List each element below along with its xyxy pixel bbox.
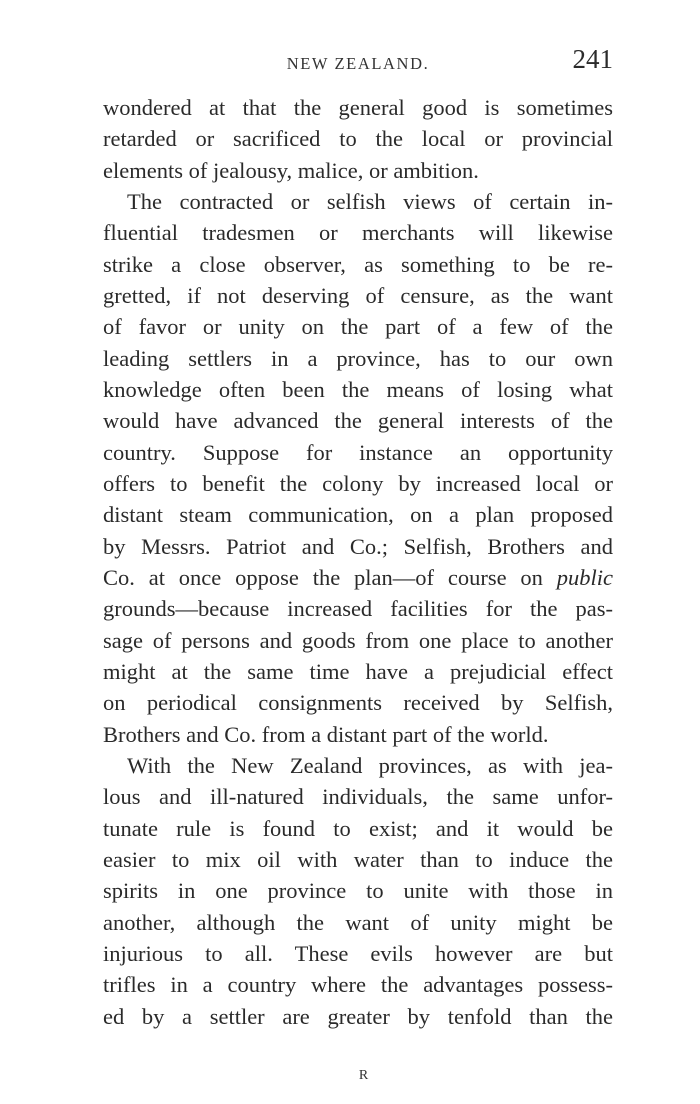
text-span: Co. at once oppose the plan—of course on xyxy=(103,564,557,590)
text-line: tunate rule is found to exist; and it would be xyxy=(103,815,613,841)
text-line: gretted, if not deserving of censure, as the want xyxy=(103,282,613,308)
text-line: another, although the want of unity might be xyxy=(103,909,613,935)
running-head-title: NEW ZEALAND. xyxy=(286,54,430,73)
text-line: country. Suppose for instance an opportunity xyxy=(103,439,613,465)
text-line: spirits in one province to unite with those in xyxy=(103,878,613,904)
text-line: Brothers and Co. from a distant part of the world. xyxy=(103,721,549,747)
body-text xyxy=(103,92,613,1032)
text-line: would have advanced the general interests of the xyxy=(103,408,613,434)
text-line: With the New Zealand provinces, as with jea- xyxy=(127,752,613,778)
text-line: knowledge often been the means of losing what xyxy=(103,376,613,402)
text-line xyxy=(103,562,613,593)
text-line: strike a close observer, as something to be re- xyxy=(103,251,613,277)
text-line: distant steam communication, on a plan proposed xyxy=(103,502,613,528)
text-line: on periodical consignments received by Selfish, xyxy=(103,690,613,716)
text-line: offers to benefit the colony by increased local or xyxy=(103,470,613,496)
text-line: trifles in a country where the advantages possess- xyxy=(103,972,613,998)
text-line: sage of persons and goods from one place to another xyxy=(103,627,613,653)
text-line: lous and ill-natured individuals, the same unfor- xyxy=(103,784,613,810)
text-line: of favor or unity on the part of a few of the xyxy=(103,314,613,340)
signature-mark: R xyxy=(358,1068,370,1083)
text-line: leading settlers in a province, has to our own xyxy=(103,345,613,371)
text-line: retarded or sacrificed to the local or provincial xyxy=(103,126,613,152)
text-line: by Messrs. Patriot and Co.; Selfish, Brothers and xyxy=(103,533,613,559)
text-line: injurious to all. These evils however are but xyxy=(103,940,613,966)
text-line: fluential tradesmen or merchants will likewise xyxy=(103,220,613,246)
text-line: wondered at that the general good is sometimes xyxy=(103,95,613,120)
page-number: 241 xyxy=(572,44,613,74)
text-line: easier to mix oil with water than to induce the xyxy=(103,846,613,872)
text-line: might at the same time have a prejudicial effect xyxy=(103,658,613,684)
italic-text: public xyxy=(556,564,613,590)
text-line: The contracted or selfish views of certain in- xyxy=(127,188,613,214)
text-line: ed by a settler are greater by tenfold than the xyxy=(103,1003,613,1029)
running-head xyxy=(103,44,613,84)
text-line: elements of jealousy, malice, or ambition. xyxy=(103,157,479,183)
text-line: grounds—because increased facilities for the pas- xyxy=(103,596,613,622)
